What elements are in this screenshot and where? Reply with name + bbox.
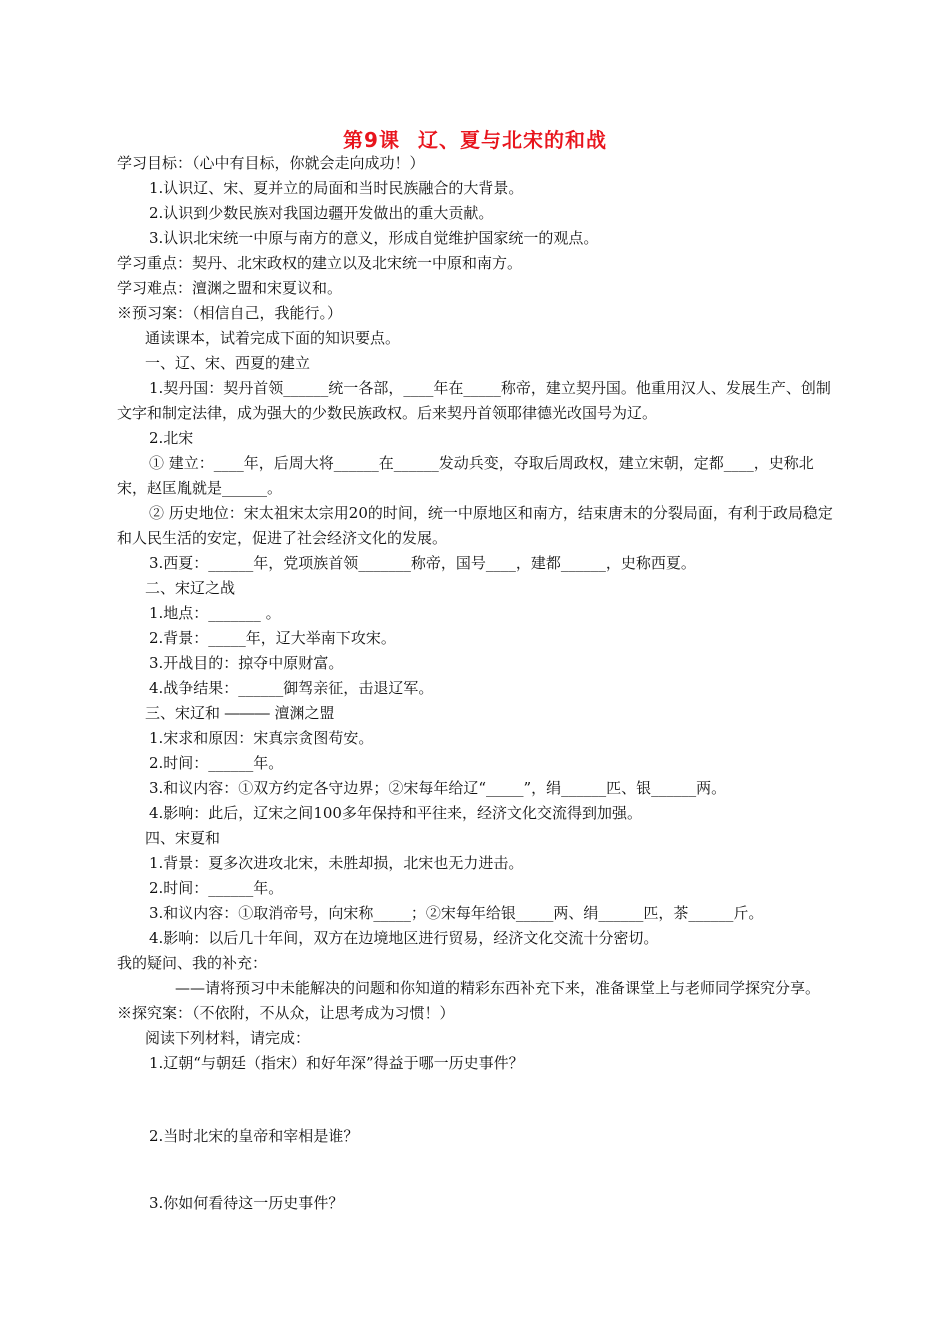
preview-intro: 通读课本，试着完成下面的知识要点。 bbox=[145, 329, 401, 347]
page-title bbox=[0, 124, 950, 153]
section-4-item-4: 4.影响：以后几十年间，双方在边境地区进行贸易，经济文化交流十分密切。 bbox=[149, 929, 659, 947]
section-2-item-1: 1.地点：_______ 。 bbox=[149, 604, 281, 622]
section-1-item-2: 2.北宋 bbox=[149, 429, 194, 447]
explore-header: ※探究案：（不依附，不从众，让思考成为习惯！） bbox=[117, 1004, 455, 1022]
explore-intro: 阅读下列材料，请完成： bbox=[145, 1029, 311, 1047]
question-2: 2.当时北宋的皇帝和宰相是谁？ bbox=[149, 1127, 359, 1145]
section-3-item-1: 1.宋求和原因：宋真宗贪图苟安。 bbox=[149, 729, 374, 747]
lesson-number: 第9课 bbox=[343, 128, 400, 152]
answer-space-1 bbox=[117, 1076, 835, 1124]
answer-space-2 bbox=[117, 1149, 835, 1191]
goal-2: 2.认识到少数民族对我国边疆开发做出的重大贡献。 bbox=[149, 204, 494, 222]
section-1-item-2b: ② 历史地位：宋太祖宋太宗用20的时间，统一中原地区和南方，结束唐末的分裂局面，有利于政局稳定和人民生活的安定，促进了社会经济文化的发展。 bbox=[117, 504, 833, 547]
section-2-item-4: 4.战争结果：______御驾亲征，击退辽军。 bbox=[149, 679, 434, 697]
section-4-heading: 四、宋夏和 bbox=[145, 829, 221, 847]
section-1-item-1: 1.契丹国：契丹首领______统一各部，____年在_____称帝，建立契丹国。他重用汉人、发展生产、创制文字和制定法律，成为强大的少数民族政权。后来契丹首领耶律德光改国号为辽。 bbox=[117, 379, 831, 422]
section-2-heading: 二、宋辽之战 bbox=[145, 579, 236, 597]
question-1: 1.辽朝“与朝廷（指宋）和好年深”得益于哪一历史事件？ bbox=[149, 1054, 524, 1072]
section-3-item-4: 4.影响：此后，辽宋之间100多年保持和平往来，经济文化交流得到加强。 bbox=[149, 804, 642, 822]
difficulty: 学习难点：澶渊之盟和宋夏议和。 bbox=[117, 279, 343, 297]
section-4-item-2: 2.时间：______年。 bbox=[149, 879, 284, 897]
section-1-item-2a: ① 建立：____年，后周大将______在______发动兵变，夺取后周政权，建立宋朝，定都____，史称北宋，赵匡胤就是______。 bbox=[117, 454, 814, 497]
section-1-item-3: 3.西夏：______年，党项族首领_______称帝，国号____，建都______，史称西夏。 bbox=[149, 554, 696, 572]
section-3-heading: 三、宋辽和 ――― 澶渊之盟 bbox=[145, 704, 335, 722]
doubts-note: ——请将预习中未能解决的问题和你知道的精彩东西补充下来，准备课堂上与老师同学探究分享。 bbox=[175, 979, 821, 997]
learning-goals-header: 学习目标：（心中有目标，你就会走向成功！） bbox=[117, 154, 425, 172]
section-3-item-3: 3.和议内容：①双方约定各守边界；②宋每年给辽“_____”，绢______匹、银______两。 bbox=[149, 779, 727, 797]
section-3-item-2: 2.时间：______年。 bbox=[149, 754, 284, 772]
goal-3: 3.认识北宋统一中原与南方的意义，形成自觉维护国家统一的观点。 bbox=[149, 229, 599, 247]
section-4-item-3: 3.和议内容：①取消帝号，向宋称_____；②宋每年给银_____两、绢______匹，茶______斤。 bbox=[149, 904, 764, 922]
doubts-heading: 我的疑问、我的补充： bbox=[117, 954, 268, 972]
goal-1: 1.认识辽、宋、夏并立的局面和当时民族融合的大背景。 bbox=[149, 179, 524, 197]
document-body bbox=[117, 151, 835, 1216]
key-point: 学习重点：契丹、北宋政权的建立以及北宋统一中原和南方。 bbox=[117, 254, 523, 272]
preview-header: ※预习案：（相信自己，我能行。） bbox=[117, 304, 343, 322]
section-2-item-2: 2.背景：_____年，辽大举南下攻宋。 bbox=[149, 629, 396, 647]
lesson-name: 辽、夏与北宋的和战 bbox=[417, 128, 607, 152]
section-1-heading: 一、辽、宋、西夏的建立 bbox=[145, 354, 311, 372]
question-3: 3.你如何看待这一历史事件？ bbox=[149, 1194, 344, 1212]
section-4-item-1: 1.背景：夏多次进攻北宋，未胜却损，北宋也无力进击。 bbox=[149, 854, 524, 872]
section-2-item-3: 3.开战目的：掠夺中原财富。 bbox=[149, 654, 344, 672]
